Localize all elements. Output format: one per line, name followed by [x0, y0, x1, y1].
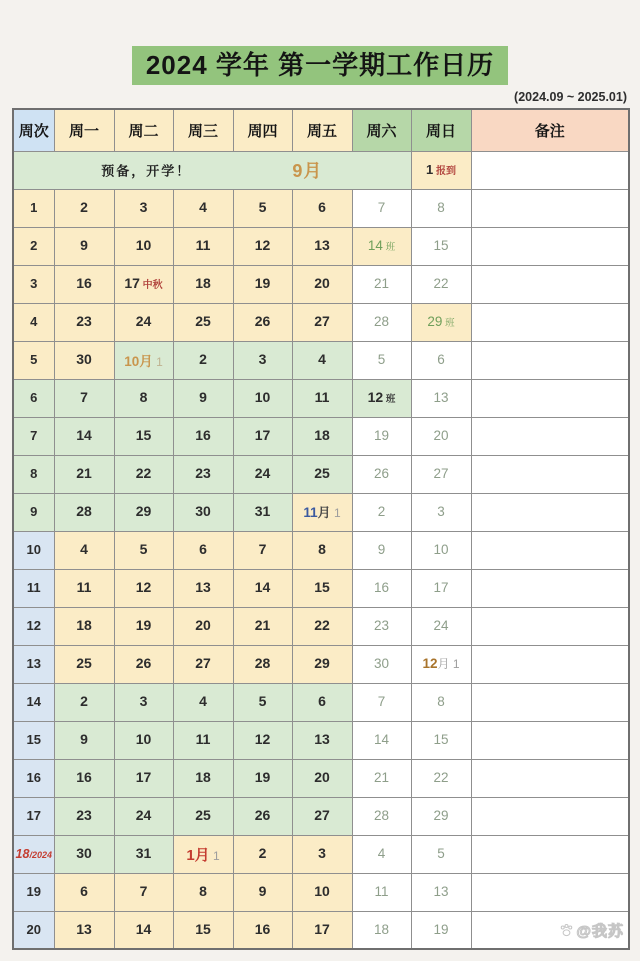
day-cell: 23	[173, 455, 233, 493]
remark-cell	[471, 797, 629, 835]
remark-cell	[471, 417, 629, 455]
day-cell: 14	[54, 417, 114, 455]
day-cell: 6	[292, 189, 352, 227]
day-cell: 15	[411, 721, 471, 759]
day-cell: 8	[411, 189, 471, 227]
day-cell: 19	[352, 417, 411, 455]
day-cell: 1月 1	[173, 835, 233, 873]
week-row-11	[13, 569, 629, 607]
day-cell: 12	[114, 569, 173, 607]
day-cell: 19	[233, 265, 292, 303]
day-cell: 26	[233, 303, 292, 341]
day-cell: 2	[233, 835, 292, 873]
day-cell: 11	[352, 873, 411, 911]
week-row-2	[13, 227, 629, 265]
day-cell: 5	[352, 341, 411, 379]
header-friday: 周五	[292, 109, 352, 151]
day-cell: 11	[173, 721, 233, 759]
day-cell: 21	[233, 607, 292, 645]
day-cell: 2	[173, 341, 233, 379]
header-saturday: 周六	[352, 109, 411, 151]
day-cell: 2	[54, 683, 114, 721]
week-row-20	[13, 911, 629, 949]
day-cell: 16	[173, 417, 233, 455]
week-row-13	[13, 645, 629, 683]
day-cell: 3	[114, 189, 173, 227]
column-header-row	[13, 109, 629, 151]
day-cell: 26	[352, 455, 411, 493]
day-cell: 12月 1	[411, 645, 471, 683]
day-cell: 27	[411, 455, 471, 493]
day-cell: 14	[233, 569, 292, 607]
september-first-registration-cell: 1 报到	[411, 151, 471, 189]
day-cell: 22	[292, 607, 352, 645]
week-number-cell: 20	[13, 911, 54, 949]
day-cell: 19	[233, 759, 292, 797]
day-cell: 11月 1	[292, 493, 352, 531]
day-cell: 6	[411, 341, 471, 379]
day-cell: 4	[173, 683, 233, 721]
header-monday: 周一	[54, 109, 114, 151]
day-cell: 20	[292, 265, 352, 303]
day-cell: 16	[54, 759, 114, 797]
remark-cell	[471, 379, 629, 417]
day-cell: 3	[233, 341, 292, 379]
day-cell: 21	[352, 265, 411, 303]
week-row-10	[13, 531, 629, 569]
day-cell: 8	[411, 683, 471, 721]
day-cell: 18	[352, 911, 411, 949]
day-cell: 20	[411, 417, 471, 455]
watermark-text: @我苏	[576, 923, 624, 940]
day-cell: 5	[411, 835, 471, 873]
remark-cell	[471, 151, 629, 189]
day-cell: 29	[411, 797, 471, 835]
day-cell: 9	[352, 531, 411, 569]
day-cell: 22	[114, 455, 173, 493]
day-cell: 19	[114, 607, 173, 645]
week-row-5	[13, 341, 629, 379]
day-cell: 29	[114, 493, 173, 531]
day-cell: 31	[114, 835, 173, 873]
day-cell: 12	[233, 721, 292, 759]
day-cell: 14 班	[352, 227, 411, 265]
day-cell: 10月 1	[114, 341, 173, 379]
day-cell: 11	[173, 227, 233, 265]
remark-cell	[471, 873, 629, 911]
week-row-14	[13, 683, 629, 721]
week-row-1	[13, 189, 629, 227]
day-cell: 29 班	[411, 303, 471, 341]
week-number-cell: 17	[13, 797, 54, 835]
day-cell: 6	[54, 873, 114, 911]
day-cell: 6	[292, 683, 352, 721]
day-cell: 8	[114, 379, 173, 417]
day-cell: 25	[292, 455, 352, 493]
day-cell: 14	[352, 721, 411, 759]
day-cell: 20	[292, 759, 352, 797]
day-cell: 10	[292, 873, 352, 911]
day-cell: 30	[54, 835, 114, 873]
remark-cell	[471, 531, 629, 569]
remark-cell	[471, 227, 629, 265]
day-cell: 17	[411, 569, 471, 607]
day-cell: 12	[233, 227, 292, 265]
week-number-cell: 12	[13, 607, 54, 645]
day-cell: 9	[54, 721, 114, 759]
day-cell: 17	[114, 759, 173, 797]
day-cell: 13	[54, 911, 114, 949]
page-title: 2024 学年 第一学期工作日历	[132, 46, 508, 85]
header-tuesday: 周二	[114, 109, 173, 151]
day-cell: 7	[352, 189, 411, 227]
september-month-label: 9月	[292, 161, 323, 181]
september-banner-row	[13, 151, 629, 189]
week-number-cell: 5	[13, 341, 54, 379]
day-cell: 10	[114, 721, 173, 759]
week-row-19	[13, 873, 629, 911]
day-cell: 8	[173, 873, 233, 911]
day-cell: 15	[292, 569, 352, 607]
day-cell: 18	[292, 417, 352, 455]
day-cell: 24	[114, 797, 173, 835]
week-row-12	[13, 607, 629, 645]
remark-cell	[471, 303, 629, 341]
day-cell: 10	[114, 227, 173, 265]
day-cell: 30	[352, 645, 411, 683]
header-wednesday: 周三	[173, 109, 233, 151]
week-row-18	[13, 835, 629, 873]
day-cell: 10	[411, 531, 471, 569]
day-cell: 16	[352, 569, 411, 607]
week-row-15	[13, 721, 629, 759]
day-cell: 5	[233, 683, 292, 721]
day-cell: 16	[54, 265, 114, 303]
week-number-cell: 8	[13, 455, 54, 493]
day-cell: 13	[411, 379, 471, 417]
week-number-cell: 15	[13, 721, 54, 759]
remark-cell	[471, 455, 629, 493]
day-cell: 31	[233, 493, 292, 531]
week-number-cell: 10	[13, 531, 54, 569]
week-number-cell: 1	[13, 189, 54, 227]
week-number-cell: 6	[13, 379, 54, 417]
day-cell: 13	[292, 721, 352, 759]
day-cell: 18	[173, 265, 233, 303]
day-cell: 24	[411, 607, 471, 645]
week-row-17	[13, 797, 629, 835]
day-cell: 14	[114, 911, 173, 949]
day-cell: 28	[352, 797, 411, 835]
day-cell: 24	[233, 455, 292, 493]
week-number-cell: 13	[13, 645, 54, 683]
remark-cell	[471, 683, 629, 721]
day-cell: 27	[292, 797, 352, 835]
week-number-cell: 16	[13, 759, 54, 797]
day-cell: 29	[292, 645, 352, 683]
day-cell: 11	[54, 569, 114, 607]
day-cell: 23	[54, 797, 114, 835]
day-cell: 22	[411, 759, 471, 797]
week-number-cell: 18/2024	[13, 835, 54, 873]
week-row-16	[13, 759, 629, 797]
week-number-cell: 9	[13, 493, 54, 531]
day-cell: 4	[292, 341, 352, 379]
day-cell: 28	[352, 303, 411, 341]
day-cell: 2	[352, 493, 411, 531]
week-row-6	[13, 379, 629, 417]
day-cell: 26	[114, 645, 173, 683]
day-cell: 4	[173, 189, 233, 227]
remark-cell	[471, 493, 629, 531]
remark-cell	[471, 645, 629, 683]
week-number-cell: 14	[13, 683, 54, 721]
day-cell: 7	[233, 531, 292, 569]
header-thursday: 周四	[233, 109, 292, 151]
week-row-4	[13, 303, 629, 341]
day-cell: 25	[54, 645, 114, 683]
day-cell: 7	[114, 873, 173, 911]
day-cell: 13	[292, 227, 352, 265]
week-number-cell: 11	[13, 569, 54, 607]
day-cell: 5	[233, 189, 292, 227]
day-cell: 4	[54, 531, 114, 569]
day-cell: 4	[352, 835, 411, 873]
day-cell: 28	[54, 493, 114, 531]
remark-cell	[471, 721, 629, 759]
remark-cell	[471, 835, 629, 873]
day-cell: 30	[54, 341, 114, 379]
week-number-cell: 7	[13, 417, 54, 455]
day-cell: 15	[114, 417, 173, 455]
week-number-cell: 19	[13, 873, 54, 911]
day-cell: 17	[233, 417, 292, 455]
day-cell: 12 班	[352, 379, 411, 417]
page-title-wrap	[0, 46, 640, 85]
day-cell: 27	[173, 645, 233, 683]
day-cell: 3	[292, 835, 352, 873]
day-cell: 10	[233, 379, 292, 417]
day-cell: 7	[54, 379, 114, 417]
day-cell: 5	[114, 531, 173, 569]
day-cell: 16	[233, 911, 292, 949]
day-cell: 20	[173, 607, 233, 645]
day-cell: 2	[54, 189, 114, 227]
week-row-8	[13, 455, 629, 493]
day-cell: 13	[411, 873, 471, 911]
remark-cell	[471, 341, 629, 379]
day-cell: 23	[54, 303, 114, 341]
week-row-3	[13, 265, 629, 303]
day-cell: 25	[173, 303, 233, 341]
remark-cell	[471, 607, 629, 645]
day-cell: 18	[173, 759, 233, 797]
remark-cell	[471, 265, 629, 303]
day-cell: 24	[114, 303, 173, 341]
header-sunday: 周日	[411, 109, 471, 151]
semester-start-note: 预备，开学！	[101, 163, 192, 179]
day-cell: 28	[233, 645, 292, 683]
day-cell: 17	[292, 911, 352, 949]
week-row-7	[13, 417, 629, 455]
day-cell: 18	[54, 607, 114, 645]
remark-cell	[471, 759, 629, 797]
day-cell: 6	[173, 531, 233, 569]
week-number-cell: 2	[13, 227, 54, 265]
work-calendar-table	[12, 108, 630, 950]
september-banner-cell	[13, 151, 411, 189]
day-cell: 22	[411, 265, 471, 303]
day-cell: 21	[54, 455, 114, 493]
day-cell: 3	[114, 683, 173, 721]
header-remarks: 备注	[471, 109, 629, 151]
day-cell: 9	[173, 379, 233, 417]
week-number-cell: 3	[13, 265, 54, 303]
day-cell: 9	[233, 873, 292, 911]
week-row-9	[13, 493, 629, 531]
remark-cell	[471, 911, 629, 949]
day-cell: 26	[233, 797, 292, 835]
week-number-cell: 4	[13, 303, 54, 341]
day-cell: 11	[292, 379, 352, 417]
day-cell: 19	[411, 911, 471, 949]
day-cell: 27	[292, 303, 352, 341]
day-cell: 23	[352, 607, 411, 645]
day-cell: 15	[411, 227, 471, 265]
day-cell: 15	[173, 911, 233, 949]
remark-cell	[471, 569, 629, 607]
day-cell: 21	[352, 759, 411, 797]
day-cell: 8	[292, 531, 352, 569]
day-cell: 30	[173, 493, 233, 531]
day-cell: 7	[352, 683, 411, 721]
day-cell: 13	[173, 569, 233, 607]
day-cell: 9	[54, 227, 114, 265]
header-week-number: 周次	[13, 109, 54, 151]
semester-date-range: (2024.09 ~ 2025.01)	[514, 90, 627, 104]
day-cell: 3	[411, 493, 471, 531]
day-cell: 25	[173, 797, 233, 835]
remark-cell	[471, 189, 629, 227]
day-cell: 17 中秋	[114, 265, 173, 303]
